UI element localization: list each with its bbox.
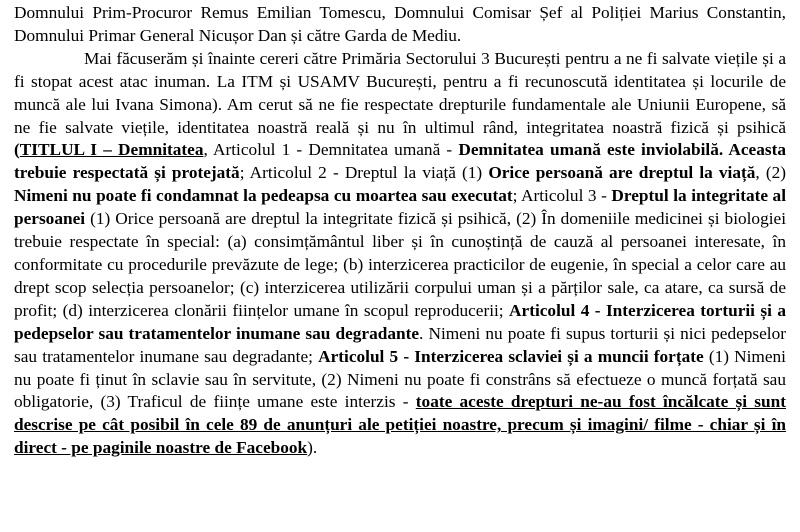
open-paren: ( bbox=[14, 140, 20, 160]
article-3-text: (1) Orice persoană are dreptul la integritate fizică și psihică, (2) În domeniile medicinei și biologiei trebuie respectate în special: (a) consimțământul liber și în cunoștință de cauză al persoanei interesate, în conformitate cu procedurile prevăzute de lege; (b) interzicerea practicilor de eugenie, în special a celor care au drept scop selecția persoanelor; (c) interzicerea utilizării corpului uman și a părților sale, ca atare, ca sursă de profit; (d) interzicerea clonării ființelor umane în scopul reproducerii; bbox=[14, 209, 786, 320]
article-5-text: (1) Nimeni nu poate fi ținut în sclavie sau în servitute, (2) Nimeni nu poate fi constrâns să efectueze o muncă forțată sau obligatorie, (3) Traficul de ființe umane este interzis - bbox=[14, 346, 786, 412]
title-i-heading: TITLUL I – Demnitatea bbox=[19, 140, 204, 160]
intro-text: Mai făcuserăm și înainte cereri către Primăria Sectorului 3 București pentru a ne fi salvate viețile și a fi stopat acest atac inuman. La ITM și USAMV București, pentru a fi recunoscută identitatea și locurile de muncă ale lui Ivana Simona). Am cerut să ne fie respectate drepturile fundamentale ale Uniunii Europene, să ne fie salvate viețile, identitatea noastră reală și nu în ultimul rând, integritatea noastră fizică și psihică bbox=[14, 48, 786, 137]
article-1-text: Demnitatea umană este inviolabilă. Aceasta trebuie respectată și protejată bbox=[14, 140, 786, 183]
article-4-title: Articolul 4 - Interzicerea torturii și a pedepselor sau tratamentelor inumane sau degradante bbox=[14, 300, 786, 343]
article-2-para-1: Orice persoană are dreptul la viață bbox=[488, 163, 756, 183]
article-4-text: . Nimeni nu poate fi supus torturii și nici pedepselor sau tratamentelor inumane sau degradante; bbox=[14, 323, 786, 366]
article-2-sep: , (2) bbox=[755, 163, 786, 183]
article-3-label: ; Articolul 3 - bbox=[512, 186, 612, 206]
article-2-label: ; Articolul 2 - Dreptul la viață (1) bbox=[239, 163, 489, 183]
rights-violated-statement: toate aceste drepturi ne-au fost încălcate și sunt descrise pe cât posibil în cele 89 de anunțuri ale petiției noastre, precum și imagini/ filme - chiar și în direct - pe paginile noastre de Facebook bbox=[14, 392, 786, 458]
closing-paren: ). bbox=[307, 438, 318, 458]
paragraph-rights-body bbox=[14, 48, 786, 460]
addressees-text: Domnului Prim-Procuror Remus Emilian Tomescu, Domnului Comisar Șef al Poliției Marius Constantin, Domnului Primar General Nicușor Dan și către Garda de Mediu. bbox=[14, 3, 786, 45]
paragraph-addressees bbox=[14, 2, 786, 48]
article-1-label: , Articolul 1 - Demnitatea umană - bbox=[203, 140, 459, 160]
article-3-title: Dreptul la integritate al persoanei bbox=[14, 186, 786, 229]
article-2-para-2: Nimeni nu poate fi condamnat la pedeapsa cu moartea sau executat bbox=[14, 186, 513, 206]
article-5-title: Articolul 5 - Interzicerea sclaviei și a muncii forțate bbox=[318, 346, 704, 366]
